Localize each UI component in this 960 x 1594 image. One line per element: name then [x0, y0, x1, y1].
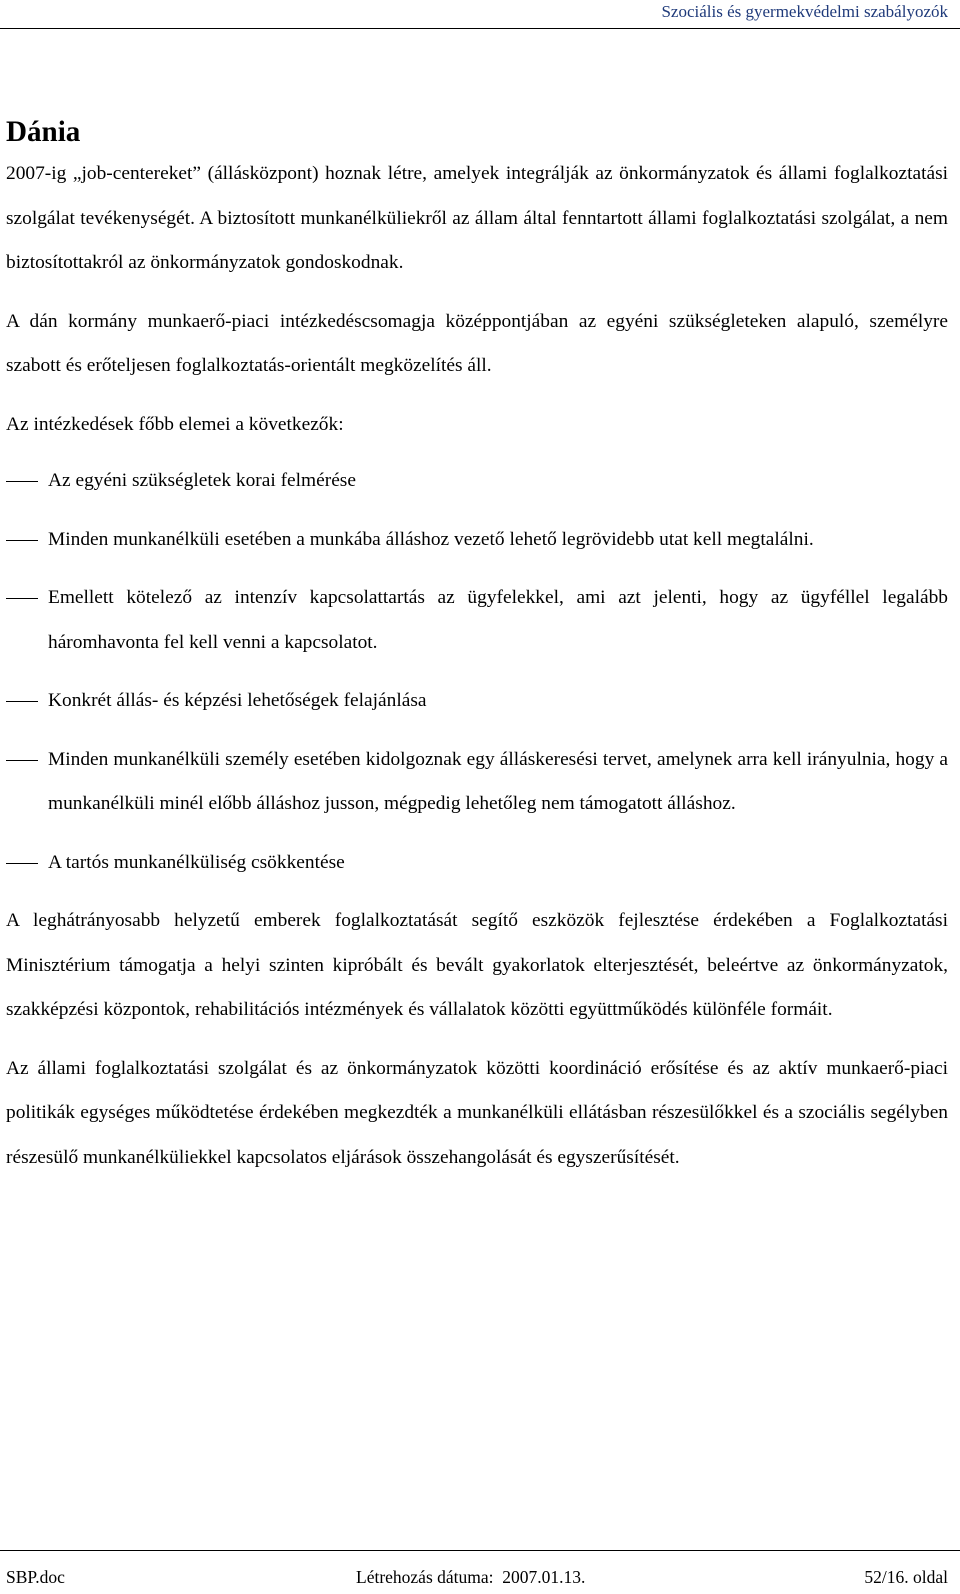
- list-item: [6, 738, 948, 827]
- footer-created-date: Létrehozás dátuma: 2007.01.13.: [356, 1567, 586, 1587]
- dash-bullet-icon: [6, 481, 38, 482]
- paragraph-2: A dán kormány munkaerő-piaci intézkedéscsomagja középpontjában az egyéni szükségleteken alapuló, személyre szabott és erőteljesen foglalkoztatás-orientált megközelítés áll.: [6, 310, 948, 376]
- dash-bullet-icon: [6, 540, 38, 541]
- footer-page-number: 52/16. oldal: [864, 1567, 948, 1587]
- list-item: [6, 459, 948, 504]
- list-item: [6, 518, 948, 563]
- dash-bullet-icon: [6, 760, 38, 761]
- paragraph-5: Az állami foglalkoztatási szolgálat és az önkormányzatok közötti koordináció erősítése és az aktív munkaerő-piaci politikák egységes működtetése érdekében megkezdték a munkanélküli ellátásban részesülőkkel és a szociális segélyben részesülő munkanélküliekkel kapcsolatos eljárások összehangolását és egyszerűsítését.: [6, 1057, 948, 1168]
- page-header: [0, 0, 960, 29]
- list-item-text: A tartós munkanélküliség csökkentése: [48, 851, 345, 873]
- section-heading: Dánia: [6, 116, 81, 148]
- list-item-text: Emellett kötelező az intenzív kapcsolattartás az ügyfelekkel, ami azt jelenti, hogy az ügyféllel legalább háromhavonta fel kell venni a kapcsolatot.: [48, 587, 948, 653]
- paragraph-3: Az intézkedések főbb elemei a következők:: [6, 413, 344, 435]
- list-item-text: Minden munkanélküli esetében a munkába álláshoz vezető lehető legrövidebb utat kell megtalálni.: [48, 528, 814, 550]
- measures-list: [6, 459, 948, 885]
- dash-bullet-icon: [6, 701, 38, 702]
- list-item-text: Minden munkanélküli személy esetében kidolgoznak egy álláskeresési tervet, amelynek arra kell irányulnia, hogy a munkanélküli minél előbb álláshoz jusson, mégpedig lehetőleg nem támogatott álláshoz.: [48, 748, 948, 814]
- header-title: Szociális és gyermekvédelmi szabályozók: [661, 2, 948, 21]
- list-item: [6, 576, 948, 665]
- page-footer: [0, 1550, 960, 1594]
- footer-filename: SBP.doc: [6, 1567, 65, 1587]
- list-item-text: Konkrét állás- és képzési lehetőségek felajánlása: [48, 690, 427, 711]
- document-body: [6, 112, 948, 1180]
- list-item-text: Az egyéni szükségletek korai felmérése: [48, 470, 356, 491]
- dash-bullet-icon: [6, 598, 38, 599]
- list-item: [6, 841, 948, 886]
- paragraph-1: 2007-ig „job-centereket” (állásközpont) hoznak létre, amelyek integrálják az önkormányzatok és állami foglalkoztatási szolgálat tevékenységét. A biztosított munkanélküliekről az állam által fenntartott állami foglalkoztatási szolgálat, a nem biztosítottakról az önkormányzatok gondoskodnak.: [6, 163, 948, 273]
- paragraph-4: A leghátrányosabb helyzetű emberek foglalkoztatását segítő eszközök fejlesztése érdekében a Foglalkoztatási Minisztérium támogatja a helyi szinten kipróbált és bevált gyakorlatok elterjesztését, beleértve az önkormányzatok, szakképzési központok, rehabilitációs intézmények és vállalatok közötti együttműködés különféle formáit.: [6, 910, 948, 1020]
- list-item: [6, 679, 948, 724]
- dash-bullet-icon: [6, 863, 38, 864]
